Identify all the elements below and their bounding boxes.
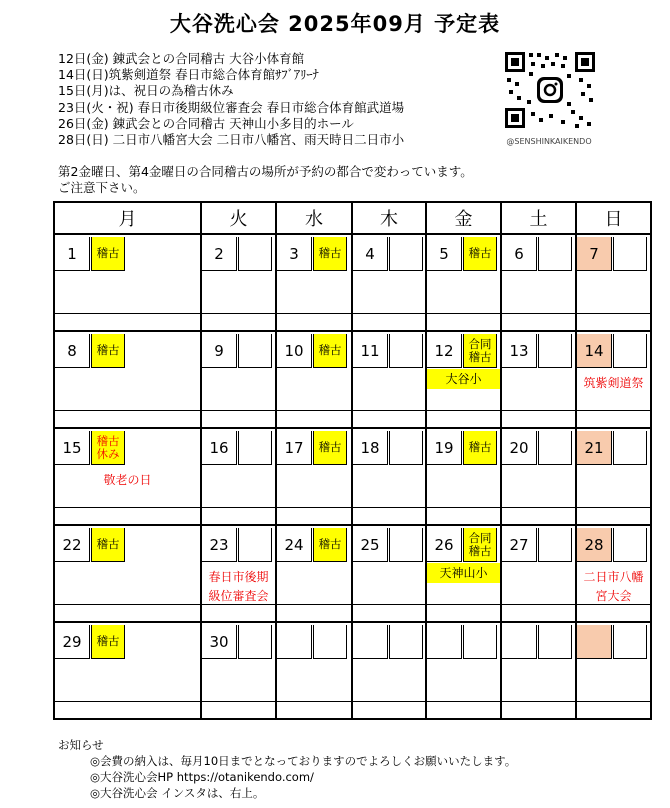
event-item: 14日(日)筑紫剣道祭 春日市総合体育館ｻﾌﾞｱﾘｰﾅ xyxy=(58,67,319,83)
cell-divider xyxy=(427,410,500,411)
cell-divider xyxy=(202,604,275,605)
calendar-day-cell[interactable] xyxy=(426,622,501,719)
day-number: 16 xyxy=(202,431,237,465)
weekday-header: 月 xyxy=(54,202,201,234)
cell-divider xyxy=(502,701,575,702)
day-number: 27 xyxy=(502,528,537,562)
practice-tag: 稽古 xyxy=(91,528,125,562)
calendar-day-cell[interactable] xyxy=(54,428,201,525)
day-number: 29 xyxy=(55,625,90,659)
practice-tag: 稽古 xyxy=(313,237,347,271)
empty-tag-box xyxy=(313,625,347,659)
footer-line: ◎大谷洗心会HP https://otanikendo.com/ xyxy=(90,770,314,784)
weekday-header: 金 xyxy=(426,202,501,234)
day-number: 13 xyxy=(502,334,537,368)
cell-divider xyxy=(577,313,650,314)
cell-divider xyxy=(353,410,425,411)
cell-divider xyxy=(427,313,500,314)
cell-divider xyxy=(55,410,200,411)
cell-divider xyxy=(55,507,200,508)
calendar-day-cell[interactable] xyxy=(276,428,352,525)
practice-tag: 合同稽古 xyxy=(463,528,497,562)
calendar-day-cell[interactable] xyxy=(276,331,352,428)
event-item: 26日(金) 錬武会との合同稽古 天神山小多目的ホール xyxy=(58,115,354,131)
day-number: 2 xyxy=(202,237,237,271)
cell-divider xyxy=(353,313,425,314)
cell-divider xyxy=(277,410,351,411)
empty-tag-box xyxy=(613,528,647,562)
weekday-header: 日 xyxy=(576,202,651,234)
cell-divider xyxy=(353,507,425,508)
cell-divider xyxy=(577,410,650,411)
day-number: 1 xyxy=(55,237,90,271)
cell-divider xyxy=(427,507,500,508)
day-number: 17 xyxy=(277,431,312,465)
calendar-day-cell[interactable] xyxy=(501,525,576,622)
empty-tag-box xyxy=(538,625,572,659)
calendar-day-cell[interactable] xyxy=(426,331,501,428)
practice-tag: 稽古 xyxy=(313,334,347,368)
empty-tag-box xyxy=(238,237,272,271)
day-number: 3 xyxy=(277,237,312,271)
calendar-day-cell[interactable] xyxy=(576,622,651,719)
empty-tag-box xyxy=(238,431,272,465)
practice-tag: 稽古 xyxy=(313,431,347,465)
calendar-day-cell[interactable] xyxy=(201,622,276,719)
day-number: 21 xyxy=(577,431,612,465)
calendar-day-cell[interactable] xyxy=(54,525,201,622)
calendar-day-cell[interactable] xyxy=(352,234,426,331)
day-note: 天神山小 xyxy=(427,563,500,583)
calendar-week-row xyxy=(54,622,651,719)
empty-tag-box xyxy=(389,625,423,659)
calendar-day-cell[interactable] xyxy=(276,622,352,719)
cell-divider xyxy=(427,604,500,605)
empty-tag-box xyxy=(613,237,647,271)
calendar-day-cell[interactable] xyxy=(576,331,651,428)
weekday-header-row xyxy=(54,202,651,234)
notice-line: 第2金曜日、第4金曜日の合同稽古の場所が予約の都合で変わっています。 xyxy=(58,164,473,179)
empty-tag-box xyxy=(238,334,272,368)
cell-divider xyxy=(502,313,575,314)
empty-tag-box xyxy=(389,237,423,271)
day-number: 20 xyxy=(502,431,537,465)
day-number: 8 xyxy=(55,334,90,368)
day-number: 28 xyxy=(577,528,612,562)
instagram-qr-code[interactable] xyxy=(503,50,597,130)
calendar-day-cell[interactable] xyxy=(426,525,501,622)
calendar-day-cell[interactable] xyxy=(201,525,276,622)
cell-divider xyxy=(202,313,275,314)
notice-line: ご注意下さい。 xyxy=(58,180,146,195)
practice-tag: 稽古 xyxy=(463,237,497,271)
day-number: 12 xyxy=(427,334,462,368)
cell-divider xyxy=(502,604,575,605)
practice-tag: 稽古 xyxy=(313,528,347,562)
day-number: 18 xyxy=(353,431,388,465)
day-number: 11 xyxy=(353,334,388,368)
day-number: 7 xyxy=(577,237,612,271)
footer-heading: お知らせ xyxy=(58,738,104,752)
calendar-day-cell[interactable] xyxy=(501,428,576,525)
weekday-header: 水 xyxy=(276,202,352,234)
practice-tag: 稽古 xyxy=(91,625,125,659)
empty-tag-box xyxy=(463,625,497,659)
calendar-day-cell[interactable] xyxy=(201,331,276,428)
calendar-day-cell[interactable] xyxy=(54,331,201,428)
empty-tag-box xyxy=(613,431,647,465)
empty-tag-box xyxy=(538,334,572,368)
day-number: 5 xyxy=(427,237,462,271)
day-number: 14 xyxy=(577,334,612,368)
day-note: 二日市八幡宮大会 xyxy=(583,570,644,603)
day-note: 春日市後期級位審査会 xyxy=(208,570,269,603)
footer-line: ◎大谷洗心会 インスタは、右上。 xyxy=(90,786,265,800)
calendar-day-cell[interactable] xyxy=(501,622,576,719)
practice-tag: 合同稽古 xyxy=(463,334,497,368)
calendar-day-cell[interactable] xyxy=(576,525,651,622)
day-number: 23 xyxy=(202,528,237,562)
calendar-day-cell[interactable] xyxy=(576,234,651,331)
calendar-day-cell[interactable] xyxy=(276,525,352,622)
instagram-handle: @SENSHINKAIKENDO xyxy=(506,137,592,146)
day-note: 敬老の日 xyxy=(103,473,152,487)
cell-divider xyxy=(502,507,575,508)
instagram-icon xyxy=(537,77,563,103)
calendar-day-cell[interactable] xyxy=(426,234,501,331)
empty-tag-box xyxy=(538,528,572,562)
cell-divider xyxy=(577,701,650,702)
weekday-header: 木 xyxy=(352,202,426,234)
cell-divider xyxy=(202,507,275,508)
empty-tag-box xyxy=(613,625,647,659)
practice-tag: 稽古休み xyxy=(91,431,125,465)
practice-tag: 稽古 xyxy=(463,431,497,465)
empty-tag-box xyxy=(389,334,423,368)
event-list xyxy=(58,51,404,148)
footer-notice xyxy=(58,737,516,801)
calendar-day-cell[interactable] xyxy=(276,234,352,331)
event-item: 28日(日) 二日市八幡宮大会 二日市八幡宮、雨天時日二日市小 xyxy=(58,132,405,148)
calendar-day-cell[interactable] xyxy=(352,331,426,428)
cell-divider xyxy=(55,313,200,314)
calendar-week-row xyxy=(54,331,651,428)
cell-divider xyxy=(202,701,275,702)
calendar-day-cell[interactable] xyxy=(352,622,426,719)
practice-tag: 稽古 xyxy=(91,237,125,271)
calendar-day-cell[interactable] xyxy=(352,428,426,525)
practice-tag: 稽古 xyxy=(91,334,125,368)
cell-divider xyxy=(577,507,650,508)
calendar-day-cell[interactable] xyxy=(576,428,651,525)
day-number: 26 xyxy=(427,528,462,562)
day-number: 24 xyxy=(277,528,312,562)
day-number xyxy=(277,625,312,659)
calendar-day-cell[interactable] xyxy=(501,234,576,331)
empty-tag-box xyxy=(538,431,572,465)
cell-divider xyxy=(577,604,650,605)
calendar-day-cell[interactable] xyxy=(54,234,201,331)
cell-divider xyxy=(353,604,425,605)
calendar-day-cell[interactable] xyxy=(54,622,201,719)
day-number: 10 xyxy=(277,334,312,368)
day-number: 19 xyxy=(427,431,462,465)
empty-tag-box xyxy=(389,528,423,562)
page-title: 大谷洗心会 2025年09月 予定表 xyxy=(169,12,501,36)
weekday-header: 土 xyxy=(501,202,576,234)
day-number: 30 xyxy=(202,625,237,659)
day-number xyxy=(577,625,612,659)
calendar-week-row xyxy=(54,234,651,331)
empty-tag-box xyxy=(613,334,647,368)
cell-divider xyxy=(277,604,351,605)
day-number xyxy=(427,625,462,659)
day-number: 4 xyxy=(353,237,388,271)
cell-divider xyxy=(202,410,275,411)
calendar-table xyxy=(53,201,652,720)
day-number: 15 xyxy=(55,431,90,465)
event-item: 23日(火・祝) 春日市後期級位審査会 春日市総合体育館武道場 xyxy=(58,99,405,115)
calendar-week-row xyxy=(54,525,651,622)
cell-divider xyxy=(277,507,351,508)
cell-divider xyxy=(427,701,500,702)
day-number: 22 xyxy=(55,528,90,562)
day-number: 6 xyxy=(502,237,537,271)
empty-tag-box xyxy=(238,625,272,659)
calendar-day-cell[interactable] xyxy=(201,234,276,331)
footer-line: ◎会費の納入は、毎月10日までとなっておりますのでよろしくお願いいたします。 xyxy=(90,754,517,768)
calendar-day-cell[interactable] xyxy=(201,428,276,525)
cell-divider xyxy=(502,410,575,411)
day-note: 大谷小 xyxy=(427,369,500,389)
weekday-header: 火 xyxy=(201,202,276,234)
cell-divider xyxy=(55,604,200,605)
calendar-day-cell[interactable] xyxy=(426,428,501,525)
day-number: 25 xyxy=(353,528,388,562)
notice xyxy=(58,164,618,196)
cell-divider xyxy=(353,701,425,702)
empty-tag-box xyxy=(389,431,423,465)
event-item: 12日(金) 錬武会との合同稽古 大谷小体育館 xyxy=(58,51,305,66)
day-number xyxy=(353,625,388,659)
calendar-week-row xyxy=(54,428,651,525)
day-number xyxy=(502,625,537,659)
empty-tag-box xyxy=(238,528,272,562)
cell-divider xyxy=(277,313,351,314)
cell-divider xyxy=(55,701,200,702)
cell-divider xyxy=(277,701,351,702)
calendar-day-cell[interactable] xyxy=(501,331,576,428)
day-note: 筑紫剣道祭 xyxy=(583,376,644,390)
day-number: 9 xyxy=(202,334,237,368)
empty-tag-box xyxy=(538,237,572,271)
calendar-day-cell[interactable] xyxy=(352,525,426,622)
event-item: 15日(月)は、祝日の為稽古休み xyxy=(58,83,234,99)
